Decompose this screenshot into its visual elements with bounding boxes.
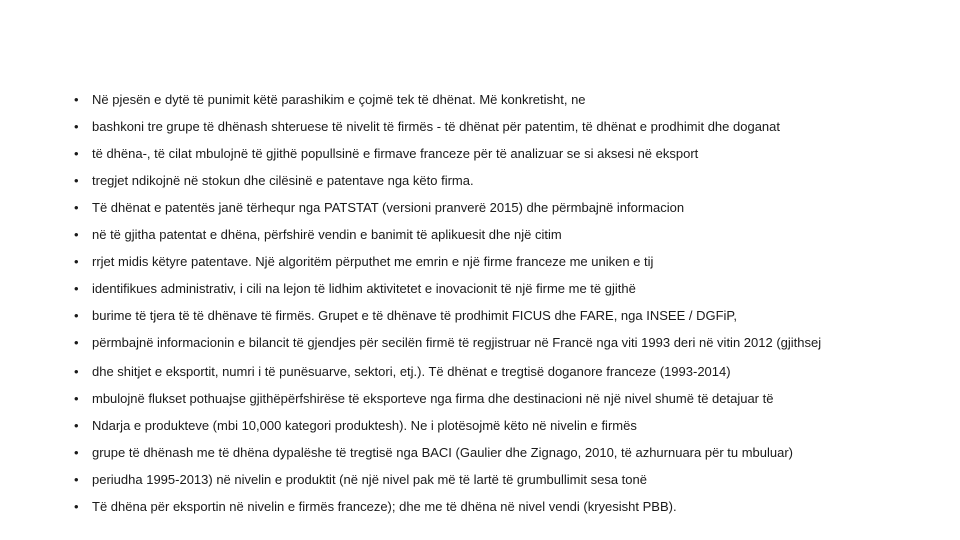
list-item xyxy=(72,499,892,514)
bullet-list xyxy=(72,92,892,526)
bullet-text: përmbajnë informacionin e bilancit të gjendjes për secilën firmë të regjistruar në Francë nga viti 1993 deri në vitin 2012 (gjithsej xyxy=(92,335,822,350)
list-item xyxy=(72,472,892,487)
list-item xyxy=(72,92,892,107)
list-item xyxy=(72,364,892,379)
bullet-dot: • xyxy=(74,364,79,379)
bullet-dot: • xyxy=(74,119,79,134)
bullet-dot: • xyxy=(74,92,79,107)
bullet-dot: • xyxy=(74,445,79,460)
bullet-dot: • xyxy=(74,254,79,269)
list-item xyxy=(72,391,892,406)
bullet-text: bashkoni tre grupe të dhënash shteruese të nivelit të firmës - të dhënat për patentim, të dhënat e prodhimit dhe doganat xyxy=(92,119,780,134)
bullet-text: Të dhëna për eksportin në nivelin e firmës franceze); dhe me të dhëna në nivel vendi (kryesisht PBB). xyxy=(92,499,677,514)
bullet-dot: • xyxy=(74,335,79,350)
bullet-dot: • xyxy=(74,308,79,323)
bullet-text: identifikues administrativ, i cili na lejon të lidhim aktivitetet e inovacionit të një firme me të gjithë xyxy=(92,281,636,296)
list-item xyxy=(72,308,892,323)
list-item xyxy=(72,146,892,161)
bullet-dot: • xyxy=(74,472,79,487)
list-item xyxy=(72,119,892,134)
list-item xyxy=(72,281,892,296)
bullet-dot: • xyxy=(74,200,79,215)
bullet-dot: • xyxy=(74,173,79,188)
bullet-dot: • xyxy=(74,146,79,161)
bullet-text: mbulojnë flukset pothuajse gjithëpërfshirëse të eksporteve nga firma dhe destinacioni në një nivel shumë të detajuar të xyxy=(92,391,774,406)
bullet-text: tregjet ndikojnë në stokun dhe cilësinë e patentave nga këto firma. xyxy=(92,173,474,188)
bullet-dot: • xyxy=(74,281,79,296)
bullet-text: burime të tjera të të dhënave të firmës. Grupet e të dhënave të prodhimit FICUS dhe FARE, nga INSEE / DGFiP, xyxy=(92,308,738,323)
bullet-text: dhe shitjet e eksportit, numri i të punësuarve, sektori, etj.). Të dhënat e tregtisë doganore franceze (1993-2014) xyxy=(92,364,731,379)
list-item xyxy=(72,227,892,242)
list-item xyxy=(72,173,892,188)
bullet-text: rrjet midis këtyre patentave. Një algoritëm përputhet me emrin e një firme franceze me uniken e tij xyxy=(92,254,654,269)
bullet-dot: • xyxy=(74,418,79,433)
bullet-text: në të gjitha patentat e dhëna, përfshirë vendin e banimit të aplikuesit dhe një citim xyxy=(92,227,562,242)
bullet-dot: • xyxy=(74,391,79,406)
bullet-text: grupe të dhënash me të dhëna dypalëshe të tregtisë nga BACI (Gaulier dhe Zignago, 2010, të azhurnuara për tu mbuluar) xyxy=(92,445,794,460)
bullet-text: periudha 1995-2013) në nivelin e produktit (në një nivel pak më të lartë të grumbullimit sesa tonë xyxy=(92,472,647,487)
list-item xyxy=(72,418,892,433)
bullet-text: Ndarja e produkteve (mbi 10,000 kategori produktesh). Ne i plotësojmë këto në nivelin e firmës xyxy=(92,418,637,433)
list-item xyxy=(72,254,892,269)
list-item xyxy=(72,335,892,350)
bullet-text: Të dhënat e patentës janë tërhequr nga PATSTAT (versioni pranverë 2015) dhe përmbajnë informacion xyxy=(92,200,685,215)
bullet-text: Në pjesën e dytë të punimit këtë parashikim e çojmë tek të dhënat. Më konkretisht, ne xyxy=(92,92,586,107)
bullet-text: të dhëna-, të cilat mbulojnë të gjithë popullsinë e firmave franceze për të analizuar se si aksesi në eksport xyxy=(92,146,699,161)
list-item xyxy=(72,200,892,215)
bullet-dot: • xyxy=(74,499,79,514)
list-item xyxy=(72,445,892,460)
bullet-dot: • xyxy=(74,227,79,242)
